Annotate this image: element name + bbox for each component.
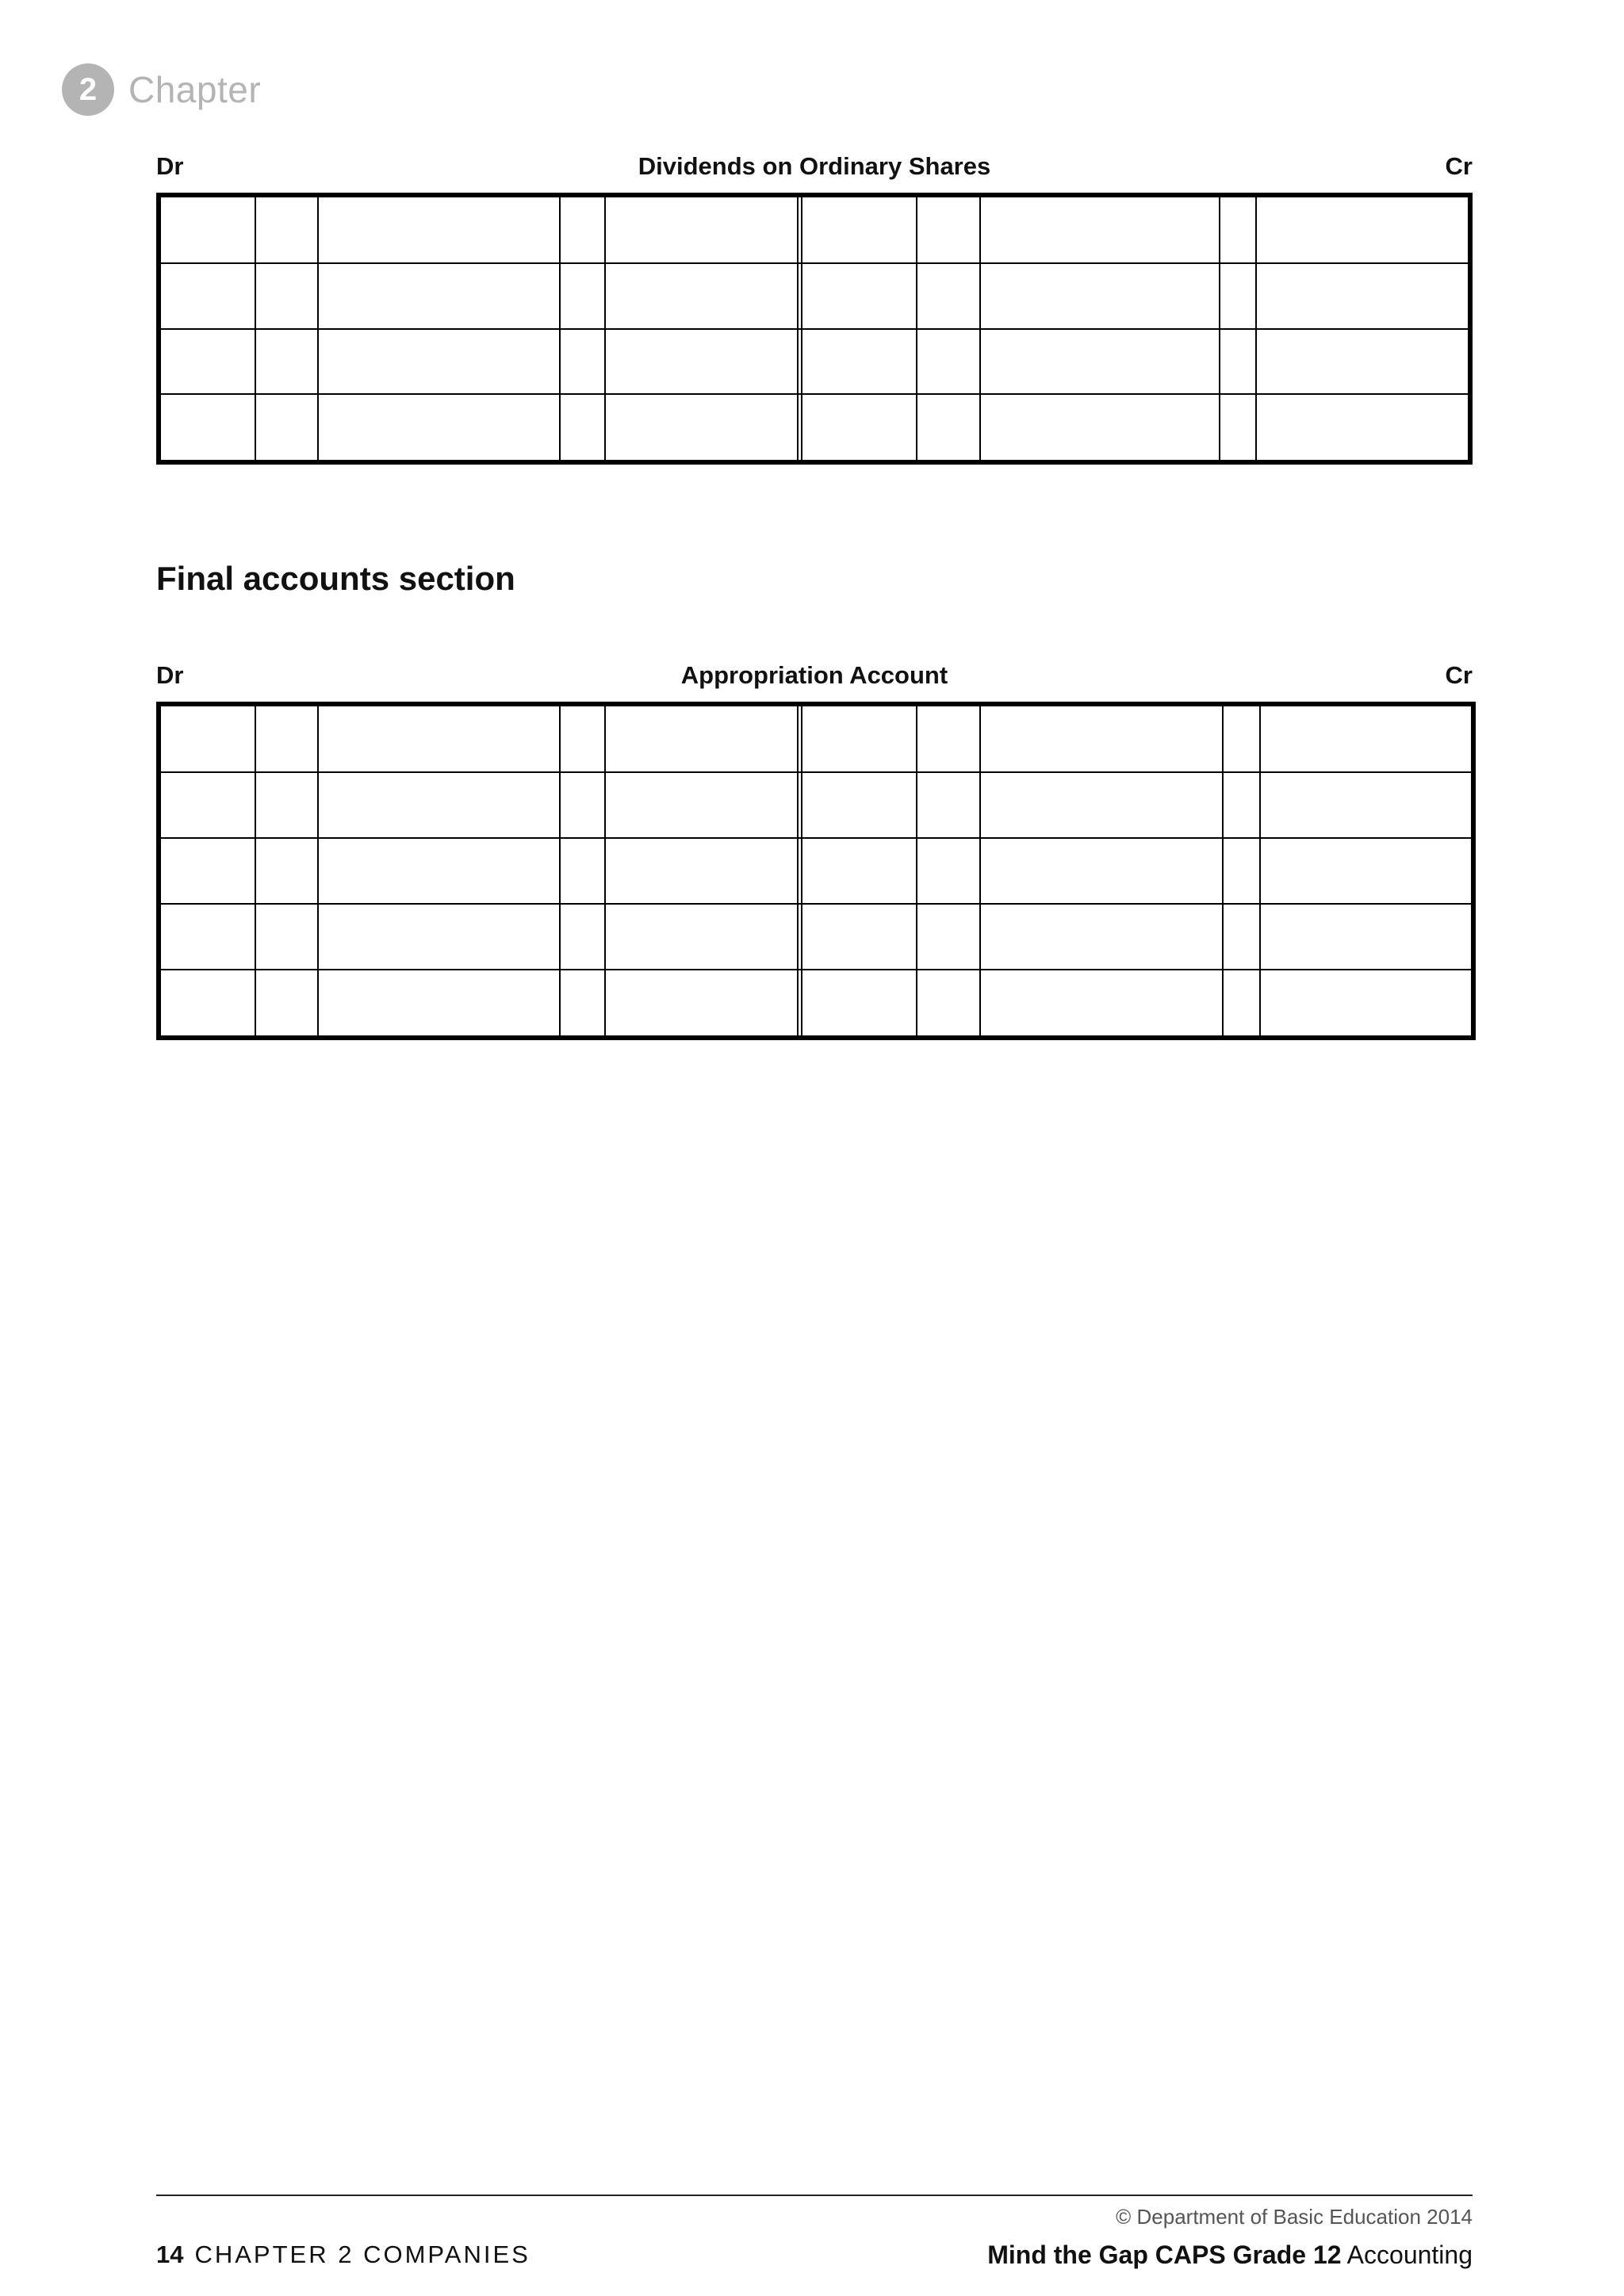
ledger-row-line xyxy=(161,393,1468,395)
ledger-center-divider xyxy=(797,706,799,1035)
ledger-column-line xyxy=(979,197,981,460)
footer-copyright: © Department of Basic Education 2014 xyxy=(1116,2205,1473,2229)
ledger-column-line xyxy=(1219,197,1220,460)
ledger-column-line xyxy=(559,706,561,1035)
ledger-row-line xyxy=(161,771,1471,773)
dividends-ledger-grid xyxy=(156,193,1473,465)
ledger-row-line xyxy=(161,262,1468,264)
ledger-center-divider xyxy=(797,197,799,460)
book-subject: Accounting xyxy=(1346,2241,1473,2269)
footer-chapter-info xyxy=(156,2237,530,2272)
section-heading: Final accounts section xyxy=(156,560,515,597)
footer-rule xyxy=(156,2195,1473,2196)
dr-label: Dr xyxy=(156,152,184,180)
ledger-column-line xyxy=(317,706,319,1035)
appropriation-ledger-header xyxy=(156,658,1473,693)
ledger-title: Dividends on Ordinary Shares xyxy=(638,152,991,180)
dr-label: Dr xyxy=(156,661,184,689)
ledger-column-line xyxy=(979,706,981,1035)
ledger-column-line xyxy=(916,706,917,1035)
chapter-running-title: CHAPTER 2 COMPANIES xyxy=(194,2241,530,2268)
ledger-column-line xyxy=(1259,706,1261,1035)
chapter-badge xyxy=(62,62,261,117)
cr-label: Cr xyxy=(1445,661,1473,689)
ledger-row-line xyxy=(161,969,1471,970)
ledger-column-line xyxy=(604,706,606,1035)
ledger-column-line xyxy=(255,197,256,460)
ledger-row-line xyxy=(161,328,1468,330)
ledger-column-line xyxy=(604,197,606,460)
ledger-column-line xyxy=(559,197,561,460)
ledger-title: Appropriation Account xyxy=(680,661,948,689)
ledger-column-line xyxy=(916,197,917,460)
ledger-column-line xyxy=(255,706,256,1035)
ledger-column-line xyxy=(1222,706,1224,1035)
ledger-column-line xyxy=(317,197,319,460)
chapter-number-circle: 2 xyxy=(62,63,114,116)
footer-book-title xyxy=(987,2237,1473,2272)
ledger-row-line xyxy=(161,903,1471,905)
ledger-row-line xyxy=(161,837,1471,839)
cr-label: Cr xyxy=(1445,152,1473,180)
dividends-ledger-header xyxy=(156,149,1473,184)
chapter-label: Chapter xyxy=(128,69,262,110)
appropriation-ledger-grid xyxy=(156,702,1476,1040)
book-title: Mind the Gap CAPS Grade 12 xyxy=(987,2241,1342,2269)
ledger-column-line xyxy=(1255,197,1257,460)
page-number: 14 xyxy=(156,2241,184,2268)
